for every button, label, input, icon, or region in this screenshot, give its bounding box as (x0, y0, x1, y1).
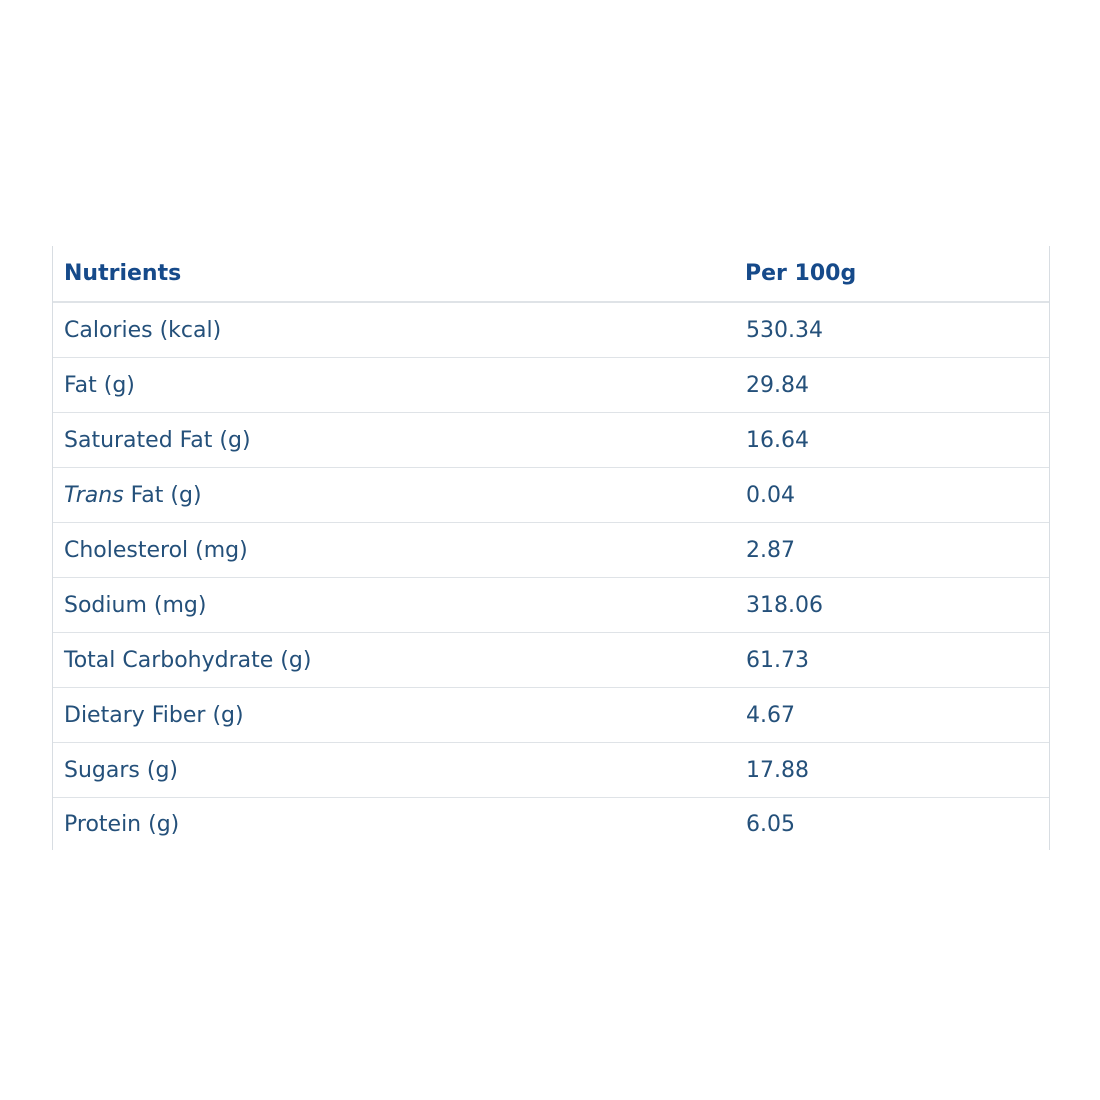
table-row (53, 798, 1049, 851)
nutrient-value: 61.73 (734, 633, 1049, 688)
nutrient-name: Sugars (g) (53, 743, 734, 798)
nutrient-name: Protein (g) (64, 811, 180, 837)
nutrient-value: 6.05 (746, 811, 795, 837)
trans-italic-label: Trans (64, 482, 124, 508)
table-row (53, 578, 1049, 633)
nutrient-name: Sodium (mg) (53, 578, 734, 633)
nutrient-value: 29.84 (734, 358, 1049, 413)
nutrient-name: Total Carbohydrate (g) (53, 633, 734, 688)
nutrient-name: Dietary Fiber (g) (53, 688, 734, 743)
nutrient-value: 0.04 (734, 468, 1049, 523)
nutrient-value: 17.88 (734, 743, 1049, 798)
nutrient-value: 4.67 (734, 688, 1049, 743)
table-row (53, 688, 1049, 743)
table-row (53, 358, 1049, 413)
table-row (53, 633, 1049, 688)
nutrient-value: 16.64 (734, 413, 1049, 468)
nutrient-name: Fat (g) (53, 358, 734, 413)
header-nutrients: Nutrients (53, 246, 734, 302)
table-row (53, 413, 1049, 468)
nutrient-value: 2.87 (734, 523, 1049, 578)
nutrition-table-container (52, 246, 1050, 850)
nutrient-value: 318.06 (734, 578, 1049, 633)
nutrient-name: Saturated Fat (g) (53, 413, 734, 468)
table-row (53, 743, 1049, 798)
trans-fat-label: Fat (g) (123, 482, 202, 508)
nutrient-name (53, 468, 734, 523)
table-row (53, 302, 1049, 358)
table-header-row (53, 246, 1049, 302)
header-per-100g: Per 100g (734, 246, 1049, 302)
nutrient-value: 530.34 (734, 302, 1049, 358)
nutrition-table (53, 246, 1049, 850)
table-row (53, 468, 1049, 523)
nutrient-name: Calories (kcal) (53, 302, 734, 358)
nutrient-name: Cholesterol (mg) (53, 523, 734, 578)
table-row (53, 523, 1049, 578)
